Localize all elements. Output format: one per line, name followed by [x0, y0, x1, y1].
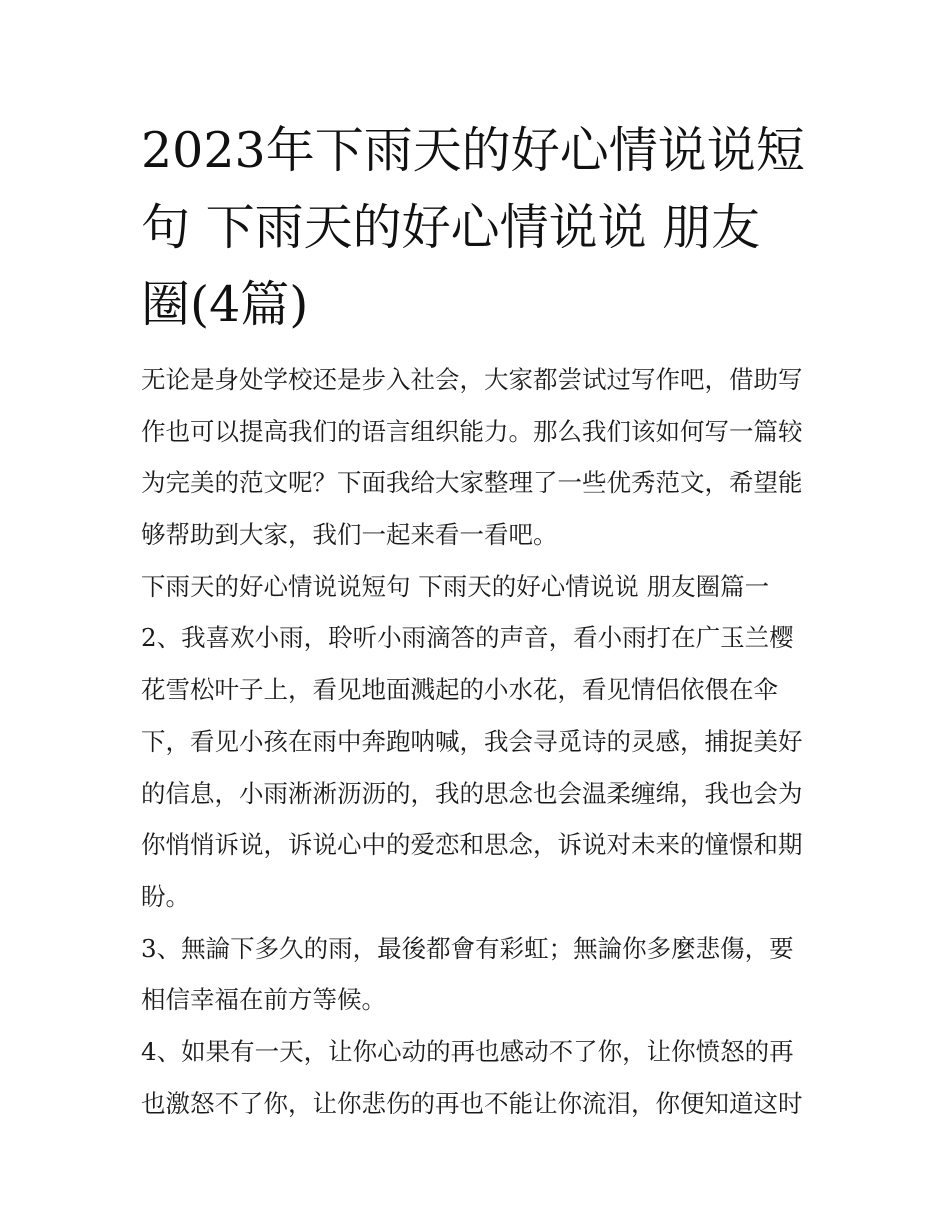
intro-line-4: 够帮助到大家，我们一起来看一看吧。: [141, 520, 558, 550]
item-2-line-2: 花雪松叶子上，看见地面溅起的小水花，看见情侣依偎在伞: [141, 675, 778, 705]
item-3-line-2: 相信幸福在前方等候。: [141, 985, 386, 1015]
item-2-line-5: 你悄悄诉说，诉说心中的爱恋和思念，诉说对未来的憧憬和期: [141, 830, 803, 860]
document-title: [141, 112, 821, 343]
item-2-line-4: 的信息，小雨淅淅沥沥的，我的思念也会温柔缠绵，我也会为: [141, 778, 803, 808]
intro-line-3: 为完美的范文呢？下面我给大家整理了一些优秀范文，希望能: [141, 468, 803, 498]
title-line-2: 句 下雨天的好心情说说 朋友: [141, 199, 761, 256]
item-3-line-1: 3、無論下多久的雨，最後都會有彩虹；無論你多麼悲傷，要: [141, 933, 794, 963]
item-2-line-1: 2、我喜欢小雨，聆听小雨滴答的声音，看小雨打在广玉兰樱: [141, 623, 794, 653]
item-2-line-6: 盼。: [141, 881, 190, 911]
section-heading: 下雨天的好心情说说短句 下雨天的好心情说说 朋友圈篇一: [141, 571, 770, 601]
intro-line-1: 无论是身处学校还是步入社会，大家都尝试过写作吧，借助写: [141, 365, 803, 394]
document-body: [141, 354, 813, 1129]
item-4-line-2: 也激怒不了你，让你悲伤的再也不能让你流泪，你便知道这时: [141, 1088, 803, 1118]
item-2-line-3: 下，看见小孩在雨中奔跑呐喊，我会寻觅诗的灵感，捕捉美好: [141, 726, 803, 756]
title-line-1: 2023年下雨天的好心情说说短: [141, 122, 805, 179]
title-line-3: 圈(4篇): [141, 276, 309, 333]
item-4-line-1: 4、如果有一天，让你心动的再也感动不了你，让你愤怒的再: [141, 1036, 794, 1066]
intro-line-2: 作也可以提高我们的语言组织能力。那么我们该如何写一篇较: [141, 416, 803, 446]
